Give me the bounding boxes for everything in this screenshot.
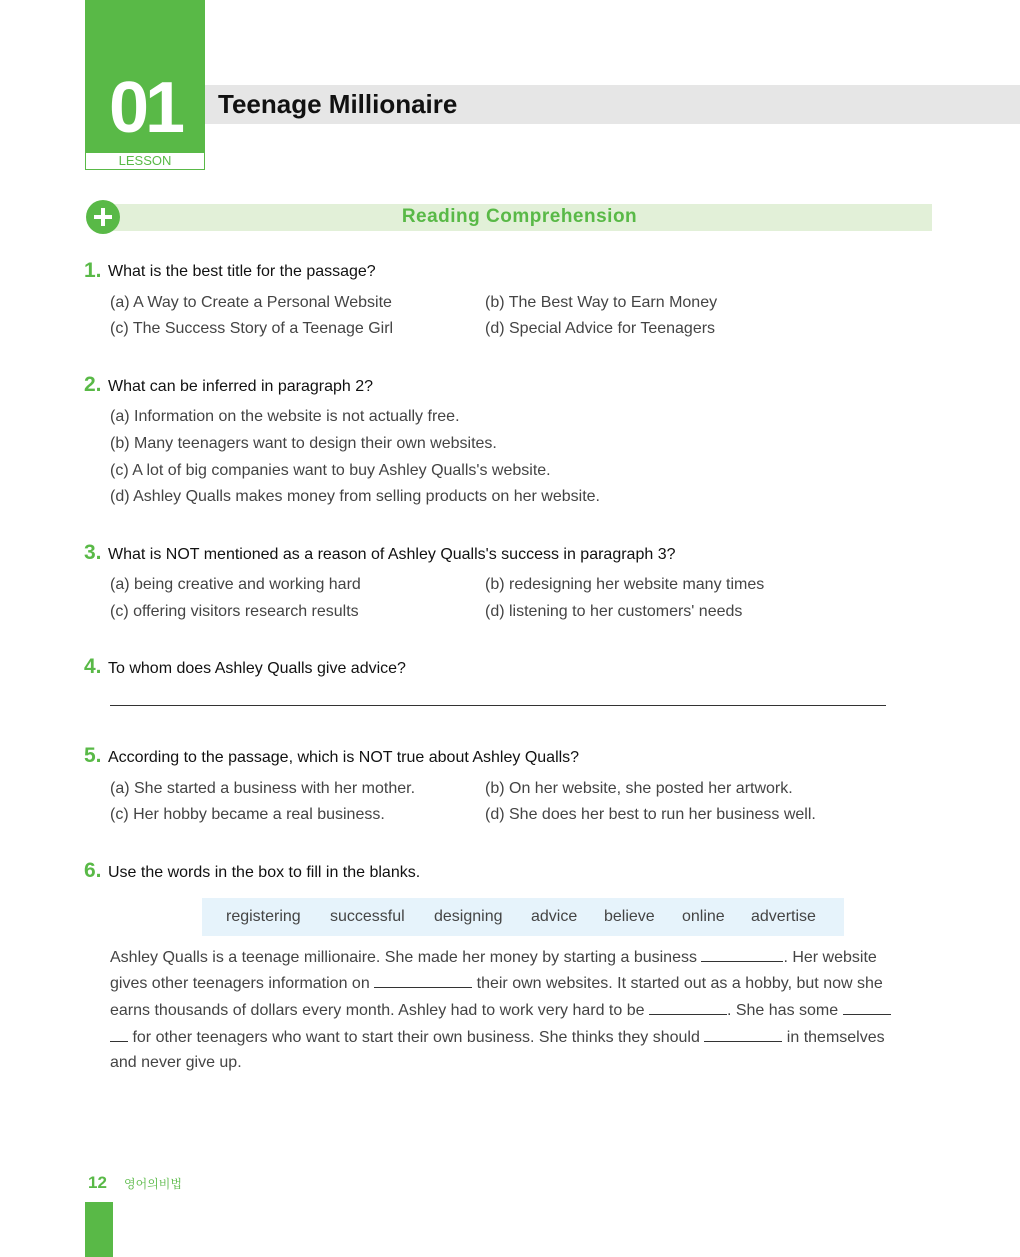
blank-3[interactable] (649, 1000, 727, 1015)
paragraph-text: earns thousands of dollars every month. Ashley had to work very hard to be (110, 1002, 645, 1019)
question-1-text: What is the best title for the passage? (108, 263, 376, 280)
question-6-number: 6. (84, 859, 102, 882)
word-box-word: online (682, 908, 725, 925)
lesson-label: LESSON (85, 152, 205, 170)
answer-line[interactable] (110, 705, 886, 706)
blank-2[interactable] (374, 973, 472, 988)
question-5-option-a[interactable]: (a) She started a business with her mother. (110, 780, 416, 797)
question-4-number: 4. (84, 655, 102, 678)
page-number: 12 (88, 1173, 107, 1192)
question-1-number: 1. (84, 259, 102, 282)
paragraph-text: gives other teenagers information on (110, 975, 370, 992)
blank-4-cont[interactable] (110, 1027, 128, 1042)
question-5-option-d[interactable]: (d) She does her best to run her business well. (485, 806, 816, 823)
word-box-word: registering (226, 908, 301, 925)
question-2-option-d[interactable]: (d) Ashley Qualls makes money from selling products on her website. (110, 488, 600, 505)
page-title: Teenage Millionaire (218, 89, 458, 119)
paragraph-text: . Her website (783, 949, 877, 966)
question-5-option-b[interactable]: (b) On her website, she posted her artwork. (485, 780, 793, 797)
question-3-option-d[interactable]: (d) listening to her customers' needs (485, 603, 743, 620)
paragraph-line-5: and never give up. (110, 1054, 242, 1071)
word-box-word: advertise (751, 908, 816, 925)
paragraph-text: in themselves (786, 1029, 885, 1046)
blank-1[interactable] (701, 947, 783, 962)
question-5-option-c[interactable]: (c) Her hobby became a real business. (110, 806, 385, 823)
question-3-option-a[interactable]: (a) being creative and working hard (110, 576, 361, 593)
question-3-option-c[interactable]: (c) offering visitors research results (110, 603, 359, 620)
blank-5[interactable] (704, 1027, 782, 1042)
question-1-option-c[interactable]: (c) The Success Story of a Teenage Girl (110, 320, 394, 337)
question-4-text: To whom does Ashley Qualls give advice? (108, 660, 406, 677)
question-2-option-c[interactable]: (c) A lot of big companies want to buy Ashley Qualls's website. (110, 462, 551, 479)
book-name: 영어의비법 (124, 1177, 182, 1191)
question-5-text: According to the passage, which is NOT true about Ashley Qualls? (108, 749, 580, 766)
question-2-option-a[interactable]: (a) Information on the website is not actually free. (110, 408, 460, 425)
word-box-word: successful (330, 908, 405, 925)
lesson-number: 01 (108, 68, 182, 148)
question-3-text: What is NOT mentioned as a reason of Ashley Qualls's success in paragraph 3? (108, 546, 676, 563)
question-3-number: 3. (84, 541, 102, 564)
question-1-option-d[interactable]: (d) Special Advice for Teenagers (485, 320, 716, 337)
paragraph-text: their own websites. It started out as a hobby, but now she (476, 975, 883, 992)
paragraph-line-1 (110, 947, 936, 968)
paragraph-text: . She has some (726, 1002, 839, 1019)
footer-accent-bar (85, 1202, 113, 1257)
question-2-number: 2. (84, 373, 102, 396)
paragraph-line-3 (110, 1000, 936, 1021)
paragraph-text: for other teenagers who want to start their own business. She thinks they should (132, 1029, 700, 1046)
word-box-word: designing (434, 908, 503, 925)
blank-4[interactable] (843, 1000, 891, 1015)
question-1-option-b[interactable]: (b) The Best Way to Earn Money (485, 294, 718, 311)
question-3-option-b[interactable]: (b) redesigning her website many times (485, 576, 765, 593)
question-1-option-a[interactable]: (a) A Way to Create a Personal Website (110, 294, 392, 311)
word-box-word: believe (604, 908, 655, 925)
question-5-number: 5. (84, 744, 102, 767)
question-6-text: Use the words in the box to fill in the blanks. (108, 864, 421, 881)
question-2-option-b[interactable]: (b) Many teenagers want to design their own websites. (110, 435, 497, 452)
question-2-text: What can be inferred in paragraph 2? (108, 378, 374, 395)
paragraph-line-2 (110, 973, 936, 994)
paragraph-text: Ashley Qualls is a teenage millionaire. She made her money by starting a business (110, 949, 697, 966)
word-box-word: advice (531, 908, 578, 925)
section-title: Reading Comprehension (401, 206, 638, 227)
paragraph-line-4 (110, 1027, 936, 1048)
